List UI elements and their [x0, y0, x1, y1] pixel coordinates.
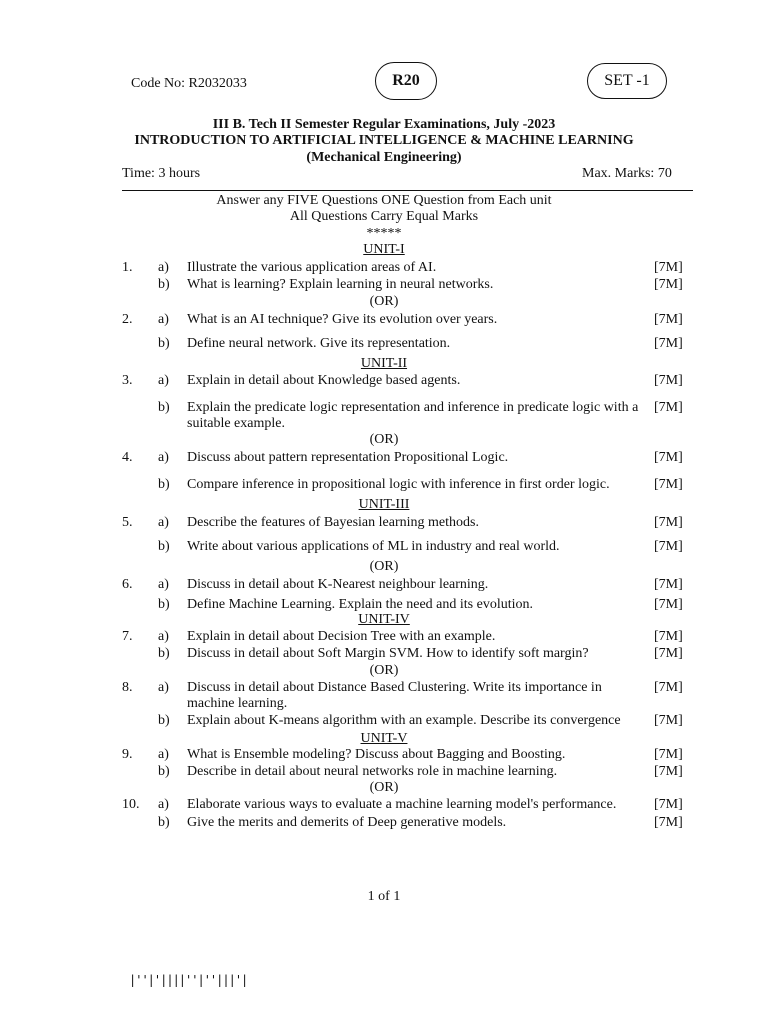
- unit-heading-label: UNIT-IV: [358, 612, 410, 627]
- question-text: Discuss in detail about K-Nearest neighbour learning.: [187, 577, 489, 592]
- marks: [7M]: [654, 277, 683, 292]
- question-number: 2.: [122, 312, 133, 327]
- subject-title: INTRODUCTION TO ARTIFICIAL INTELLIGENCE & MACHINE LEARNING: [134, 133, 634, 148]
- marks: [7M]: [654, 260, 683, 275]
- question-number: 8.: [122, 680, 133, 695]
- header-divider: [122, 190, 693, 191]
- question-text: Illustrate the various application areas of AI.: [187, 260, 437, 275]
- unit-heading-label: UNIT-II: [360, 356, 408, 371]
- unit-heading-label: UNIT-III: [358, 497, 410, 512]
- part-label: b): [158, 277, 170, 292]
- question-number: 5.: [122, 515, 133, 530]
- question-text: Explain in detail about Knowledge based agents.: [187, 373, 461, 388]
- marks: [7M]: [654, 747, 683, 762]
- code-number: Code No: R2032033: [131, 76, 247, 91]
- question-text: Discuss in detail about Soft Margin SVM. How to identify soft margin?: [187, 646, 589, 661]
- part-label: a): [158, 797, 169, 812]
- regulation-label: R20: [392, 72, 420, 89]
- question-part: [0, 373, 768, 389]
- unit-heading: [0, 612, 768, 628]
- unit-heading: [0, 497, 768, 513]
- marks: [7M]: [654, 815, 683, 830]
- question-text: Discuss in detail about Distance Based Clustering. Write its importance in machine learning.: [187, 680, 602, 711]
- marks: [7M]: [654, 450, 683, 465]
- instruction-line-2: All Questions Carry Equal Marks: [289, 209, 479, 224]
- question-part: [0, 450, 768, 466]
- unit-heading-label: UNIT-V: [360, 731, 408, 746]
- marks: [7M]: [654, 477, 683, 492]
- unit-heading: [0, 731, 768, 747]
- question-text: Compare inference in propositional logic with inference in first order logic.: [187, 477, 610, 492]
- part-label: a): [158, 629, 169, 644]
- question-text: Discuss about pattern representation Propositional Logic.: [187, 450, 509, 465]
- question-text: Explain about K-means algorithm with an example. Describe its convergence: [187, 713, 621, 728]
- marks: [7M]: [654, 797, 683, 812]
- question-text: Explain the predicate logic representation and inference in predicate logic with a suitable example.: [187, 400, 639, 431]
- question-number: 10.: [122, 797, 140, 812]
- unit-heading-label: UNIT-I: [363, 242, 405, 257]
- question-part: [0, 539, 768, 555]
- question-text: Elaborate various ways to evaluate a machine learning model's performance.: [187, 797, 617, 812]
- or-separator: (OR): [369, 294, 399, 309]
- max-marks: Max. Marks: 70: [582, 166, 672, 181]
- question-part: [0, 515, 768, 531]
- question-text: Define neural network. Give its representation.: [187, 336, 451, 351]
- part-label: a): [158, 260, 169, 275]
- or-separator: (OR): [369, 663, 399, 678]
- question-number: 1.: [122, 260, 133, 275]
- question-part: [0, 577, 768, 593]
- question-part: [0, 277, 768, 293]
- marks: [7M]: [654, 646, 683, 661]
- question-part: [0, 815, 768, 831]
- unit-heading: [0, 356, 768, 372]
- question-number: 7.: [122, 629, 133, 644]
- marks: [7M]: [654, 312, 683, 327]
- marks: [7M]: [654, 713, 683, 728]
- instruction-stars: *****: [366, 226, 402, 241]
- part-label: a): [158, 450, 169, 465]
- marks: [7M]: [654, 515, 683, 530]
- time-allowed: Time: 3 hours: [122, 166, 201, 181]
- question-text: Explain in detail about Decision Tree with an example.: [187, 629, 496, 644]
- part-label: a): [158, 577, 169, 592]
- exam-title: III B. Tech II Semester Regular Examinations, July -2023: [212, 117, 556, 132]
- question-part: [0, 400, 768, 431]
- part-label: b): [158, 597, 170, 612]
- question-text: What is Ensemble modeling? Discuss about Bagging and Boosting.: [187, 747, 566, 762]
- or-separator: (OR): [369, 432, 399, 447]
- part-label: a): [158, 312, 169, 327]
- part-label: b): [158, 646, 170, 661]
- question-part: [0, 336, 768, 352]
- question-text: What is an AI technique? Give its evolution over years.: [187, 312, 498, 327]
- question-text: Describe the features of Bayesian learning methods.: [187, 515, 479, 530]
- question-part: [0, 312, 768, 328]
- question-part: [0, 680, 768, 711]
- question-number: 4.: [122, 450, 133, 465]
- marks: [7M]: [654, 373, 683, 388]
- part-label: a): [158, 373, 169, 388]
- part-label: b): [158, 400, 170, 415]
- part-label: a): [158, 515, 169, 530]
- part-label: a): [158, 747, 169, 762]
- marks: [7M]: [654, 629, 683, 644]
- question-part: [0, 713, 768, 729]
- or-separator: (OR): [369, 559, 399, 574]
- question-part: [0, 747, 768, 763]
- marks: [7M]: [654, 539, 683, 554]
- part-label: b): [158, 764, 170, 779]
- question-part: [0, 764, 768, 780]
- marks: [7M]: [654, 400, 683, 415]
- marks: [7M]: [654, 577, 683, 592]
- question-text: Write about various applications of ML in industry and real world.: [187, 539, 560, 554]
- part-label: b): [158, 713, 170, 728]
- regulation-badge: [375, 62, 437, 100]
- question-part: [0, 646, 768, 662]
- marks: [7M]: [654, 764, 683, 779]
- part-label: b): [158, 539, 170, 554]
- set-label: SET -1: [604, 72, 650, 89]
- branch-title: (Mechanical Engineering): [306, 150, 462, 165]
- question-text: Describe in detail about neural networks role in machine learning.: [187, 764, 558, 779]
- question-number: 6.: [122, 577, 133, 592]
- question-part: [0, 477, 768, 493]
- question-part: [0, 629, 768, 645]
- part-label: b): [158, 477, 170, 492]
- question-number: 9.: [122, 747, 133, 762]
- barcode-text: |''|'||||''|''|||'|: [129, 973, 248, 987]
- question-text: Give the merits and demerits of Deep generative models.: [187, 815, 507, 830]
- question-text: What is learning? Explain learning in neural networks.: [187, 277, 494, 292]
- unit-heading: [0, 242, 768, 258]
- part-label: b): [158, 336, 170, 351]
- question-part: [0, 797, 768, 813]
- page-number: 1 of 1: [367, 889, 401, 904]
- question-number: 3.: [122, 373, 133, 388]
- marks: [7M]: [654, 680, 683, 695]
- marks: [7M]: [654, 597, 683, 612]
- question-part: [0, 597, 768, 613]
- or-separator: (OR): [369, 780, 399, 795]
- question-text: Define Machine Learning. Explain the need and its evolution.: [187, 597, 534, 612]
- question-part: [0, 260, 768, 276]
- marks: [7M]: [654, 336, 683, 351]
- set-badge: [587, 63, 667, 99]
- part-label: a): [158, 680, 169, 695]
- part-label: b): [158, 815, 170, 830]
- instruction-line-1: Answer any FIVE Questions ONE Question from Each unit: [216, 193, 552, 208]
